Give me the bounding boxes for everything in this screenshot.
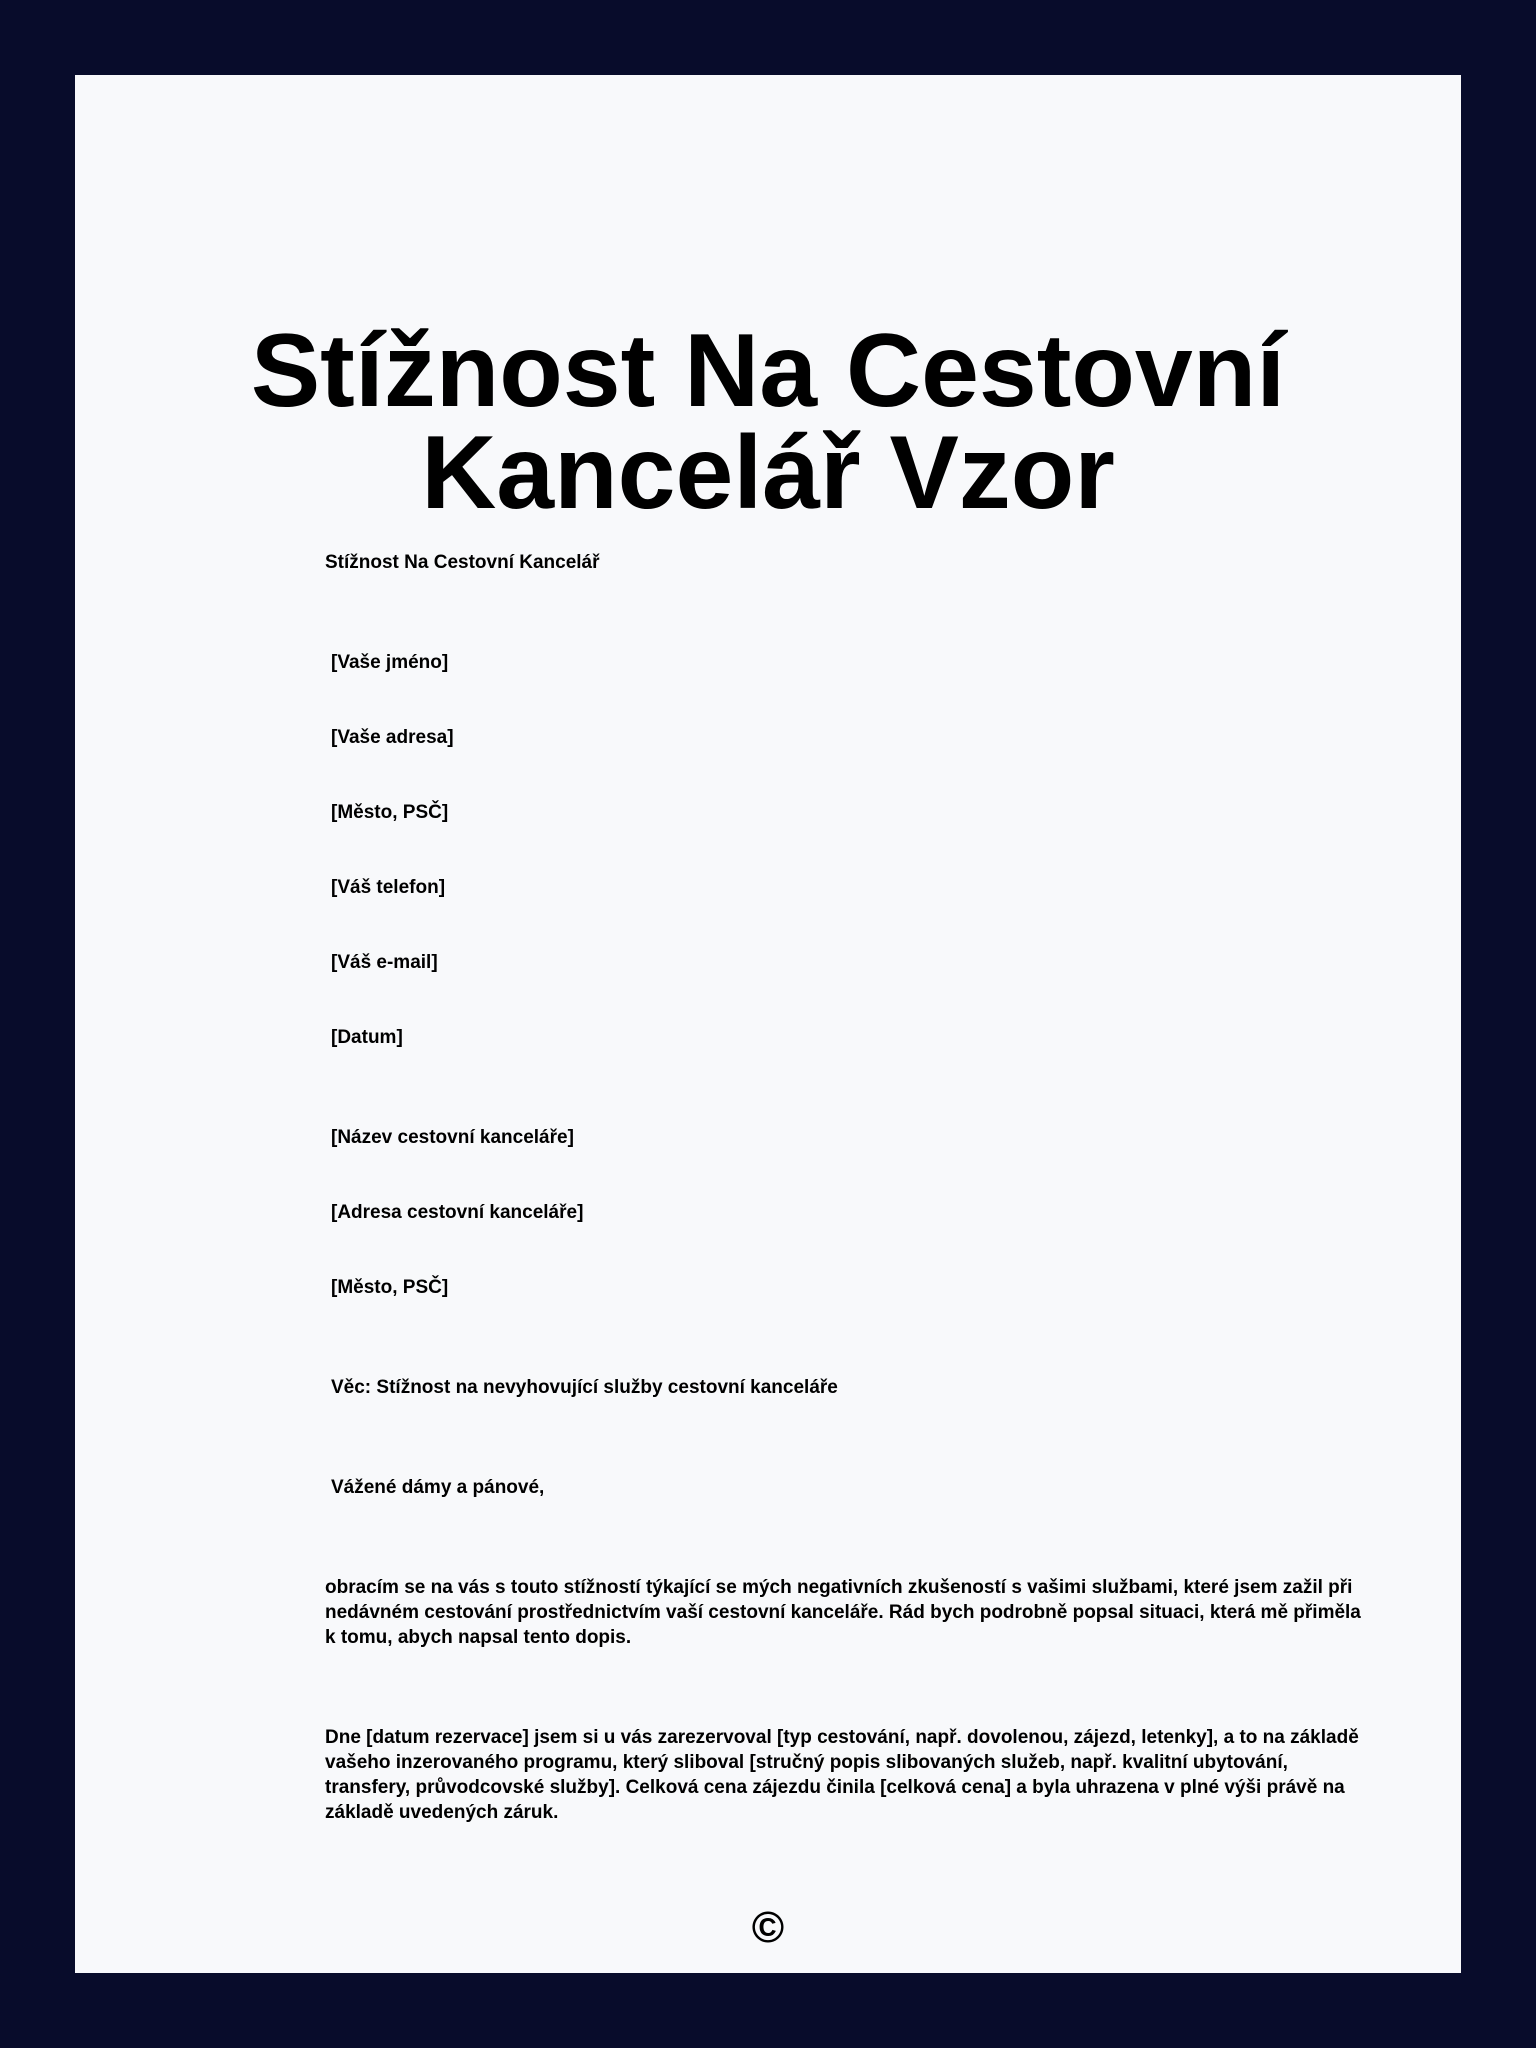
recipient-city-zip: [Město, PSČ] [331,1277,449,1298]
document-title [75,313,1461,531]
document-page [75,75,1461,1973]
sender-email: [Váš e-mail] [331,952,438,973]
sender-address: [Vaše adresa] [331,727,454,748]
title-line-1: Stížnost Na Cestovní [250,313,1286,429]
sender-phone: [Váš telefon] [331,877,446,898]
recipient-name: [Název cestovní kanceláře] [331,1127,574,1148]
sender-city-zip: [Město, PSČ] [331,802,449,823]
document-subtitle: Stížnost Na Cestovní Kancelář [325,552,600,573]
body-paragraph-1: obracím se na vás s touto stížností týkající se mých negativních zkušeností s vašimi službami, které jsem zažil při nedávném cestování prostřednictvím vaší cestovní kanceláře. Rád bych podrobně popsal situaci, která mě přiměla k tomu, abych napsal tento dopis. [325,1577,1361,1648]
sender-name: [Vaše jméno] [331,652,449,673]
letter-salutation: Vážené dámy a pánové, [331,1477,545,1498]
recipient-address: [Adresa cestovní kanceláře] [331,1202,584,1223]
copyright-icon: © [751,1903,785,1952]
body-paragraph-2: Dne [datum rezervace] jsem si u vás zarezervoval [typ cestování, např. dovolenou, zájezd, letenky], a to na základě vašeho inzerovaného programu, který sliboval [stručný popis slibovaných služeb, např. kvalitní ubytování, transfery, průvodcovské služby]. Celková cena zájezdu činila [celková cena] a byla uhrazena v plné výši právě na základě uvedených záruk. [325,1727,1359,1823]
letter-date: [Datum] [331,1027,403,1048]
title-line-2: Kancelář Vzor [421,415,1115,531]
letter-subject: Věc: Stížnost na nevyhovující služby cestovní kanceláře [331,1377,838,1398]
